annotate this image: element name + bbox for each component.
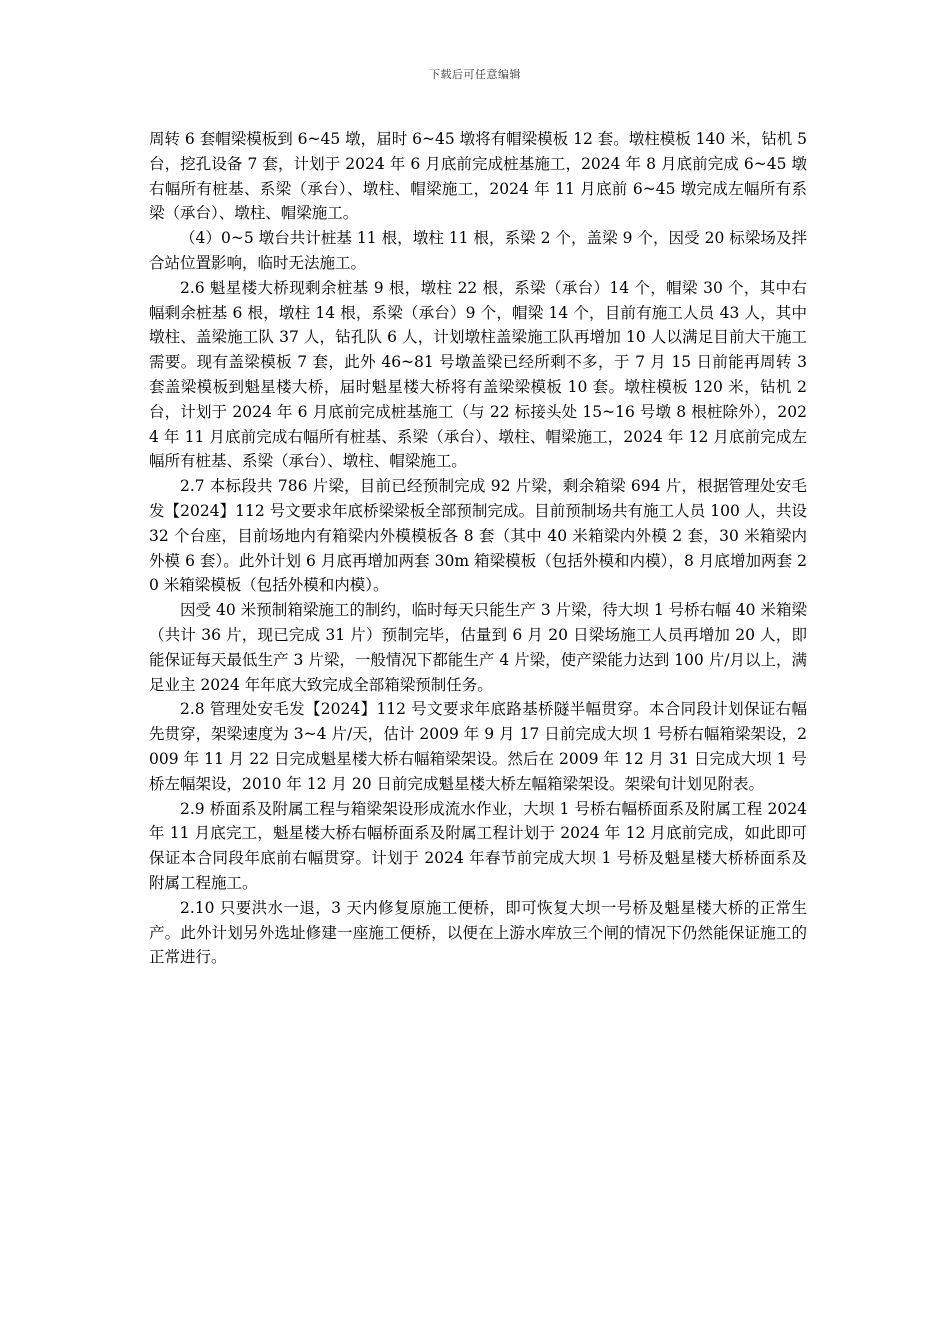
paragraph-1: 周转 6 套帽梁模板到 6~45 墩，届时 6~45 墩将有帽梁模板 12 套。墩柱模板 140 米，钻机 5 台，挖孔设备 7 套，计划于 2024 年 6 月底前完成桩基施工，2024 年 8 月底前完成 6~45 墩右幅所有桩基、系梁（承台）、墩柱、帽梁施工，2024 年 11 月底前 6~45 墩完成左幅所有系梁（承台）、墩柱、帽梁施工。	[149, 130, 807, 223]
paragraph-8: 2.10 只要洪水一退，3 天内修复原施工便桥，即可恢复大坝一号桥及魁星楼大桥的正常生产。此外计划另外选址修建一座施工便桥，以便在上游水库放三个闸的情况下仍然能保证施工的正常进行。	[149, 898, 807, 967]
paragraph-5: 因受 40 米预制箱梁施工的制约，临时每天只能生产 3 片梁，待大坝 1 号桥右幅 40 米箱梁（共计 36 片，现已完成 31 片）预制完毕，估量到 6 月 20 日梁场施工人员再增加 20 人，即能保证每天最低生产 3 片梁，一般情况下都能生产 4 片梁，使产梁能力达到 100 片/月以上，满足业主 2024 年年底大致完成全部箱梁预制任务。	[149, 601, 807, 694]
document-body	[149, 127, 807, 970]
paragraph-6: 2.8 管理处安毛发【2024】112 号文要求年底路基桥隧半幅贯穿。本合同段计划保证右幅先贯穿，架梁速度为 3~4 片/天，估计 2009 年 9 月 17 日前完成大坝 1 号桥右幅箱梁架设，2009 年 11 月 22 日完成魁星楼大桥右幅箱梁架设。然后在 2009 年 12 月 31 日完成大坝 1 号桥左幅架设，2010 年 12 月 20 日前完成魁星楼大桥左幅箱梁架设。架梁旬计划见附表。	[149, 700, 807, 793]
paragraph-2: （4）0~5 墩台共计桩基 11 根，墩柱 11 根，系梁 2 个，盖梁 9 个，因受 20 标梁场及拌合站位置影响，临时无法施工。	[149, 229, 807, 272]
paragraph-4: 2.7 本标段共 786 片梁，目前已经预制完成 92 片梁，剩余箱梁 694 片，根据管理处安毛发【2024】112 号文要求年底桥梁梁板全部预制完成。目前预制场共有施工人员 100 人，共设 32 个台座，目前场地内有箱梁内外模模板各 8 套（其中 40 米箱梁内外模 2 套，30 米箱梁内外模 6 套）。此外计划 6 月底再增加两套 30m 箱梁模板（包括外模和内模），8 月底增加两套 20 米箱梁模板（包括外模和内模）。	[149, 477, 807, 595]
paragraph-3: 2.6 魁星楼大桥现剩余桩基 9 根，墩柱 22 根，系梁（承台）14 个，帽梁 30 个，其中右幅剩余桩基 6 根，墩柱 14 根，系梁（承台）9 个，帽梁 14 个，目前有施工人员 43 人，其中墩柱、盖梁施工队 37 人，钻孔队 6 人，计划墩柱盖梁施工队再增加 10 人以满足目前大干施工需要。现有盖梁模板 7 套，此外 46~81 号墩盖梁已经所剩不多，于 7 月 15 日前能再周转 3 套盖梁模板到魁星楼大桥，届时魁星楼大桥将有盖梁梁模板 10 套。墩柱模板 120 米，钻机 2 台，计划于 2024 年 6 月底前完成桩基施工（与 22 标接头处 15~16 号墩 8 根桩除外），2024 年 11 月底前完成右幅所有桩基、系梁（承台）、墩柱、帽梁施工，2024 年 12 月底前完成左幅所有桩基、系梁（承台）、墩柱、帽梁施工。	[149, 278, 807, 471]
paragraph-7: 2.9 桥面系及附属工程与箱梁架设形成流水作业，大坝 1 号桥右幅桥面系及附属工程 2024 年 11 月底完工，魁星楼大桥右幅桥面系及附属工程计划于 2024 年 12 月底前完成，如此即可保证本合同段年底前右幅贯穿。计划于 2024 年春节前完成大坝 1 号桥及魁星楼大桥桥面系及附属工程施工。	[149, 799, 807, 892]
page-header: 下载后可任意编辑	[429, 68, 521, 81]
